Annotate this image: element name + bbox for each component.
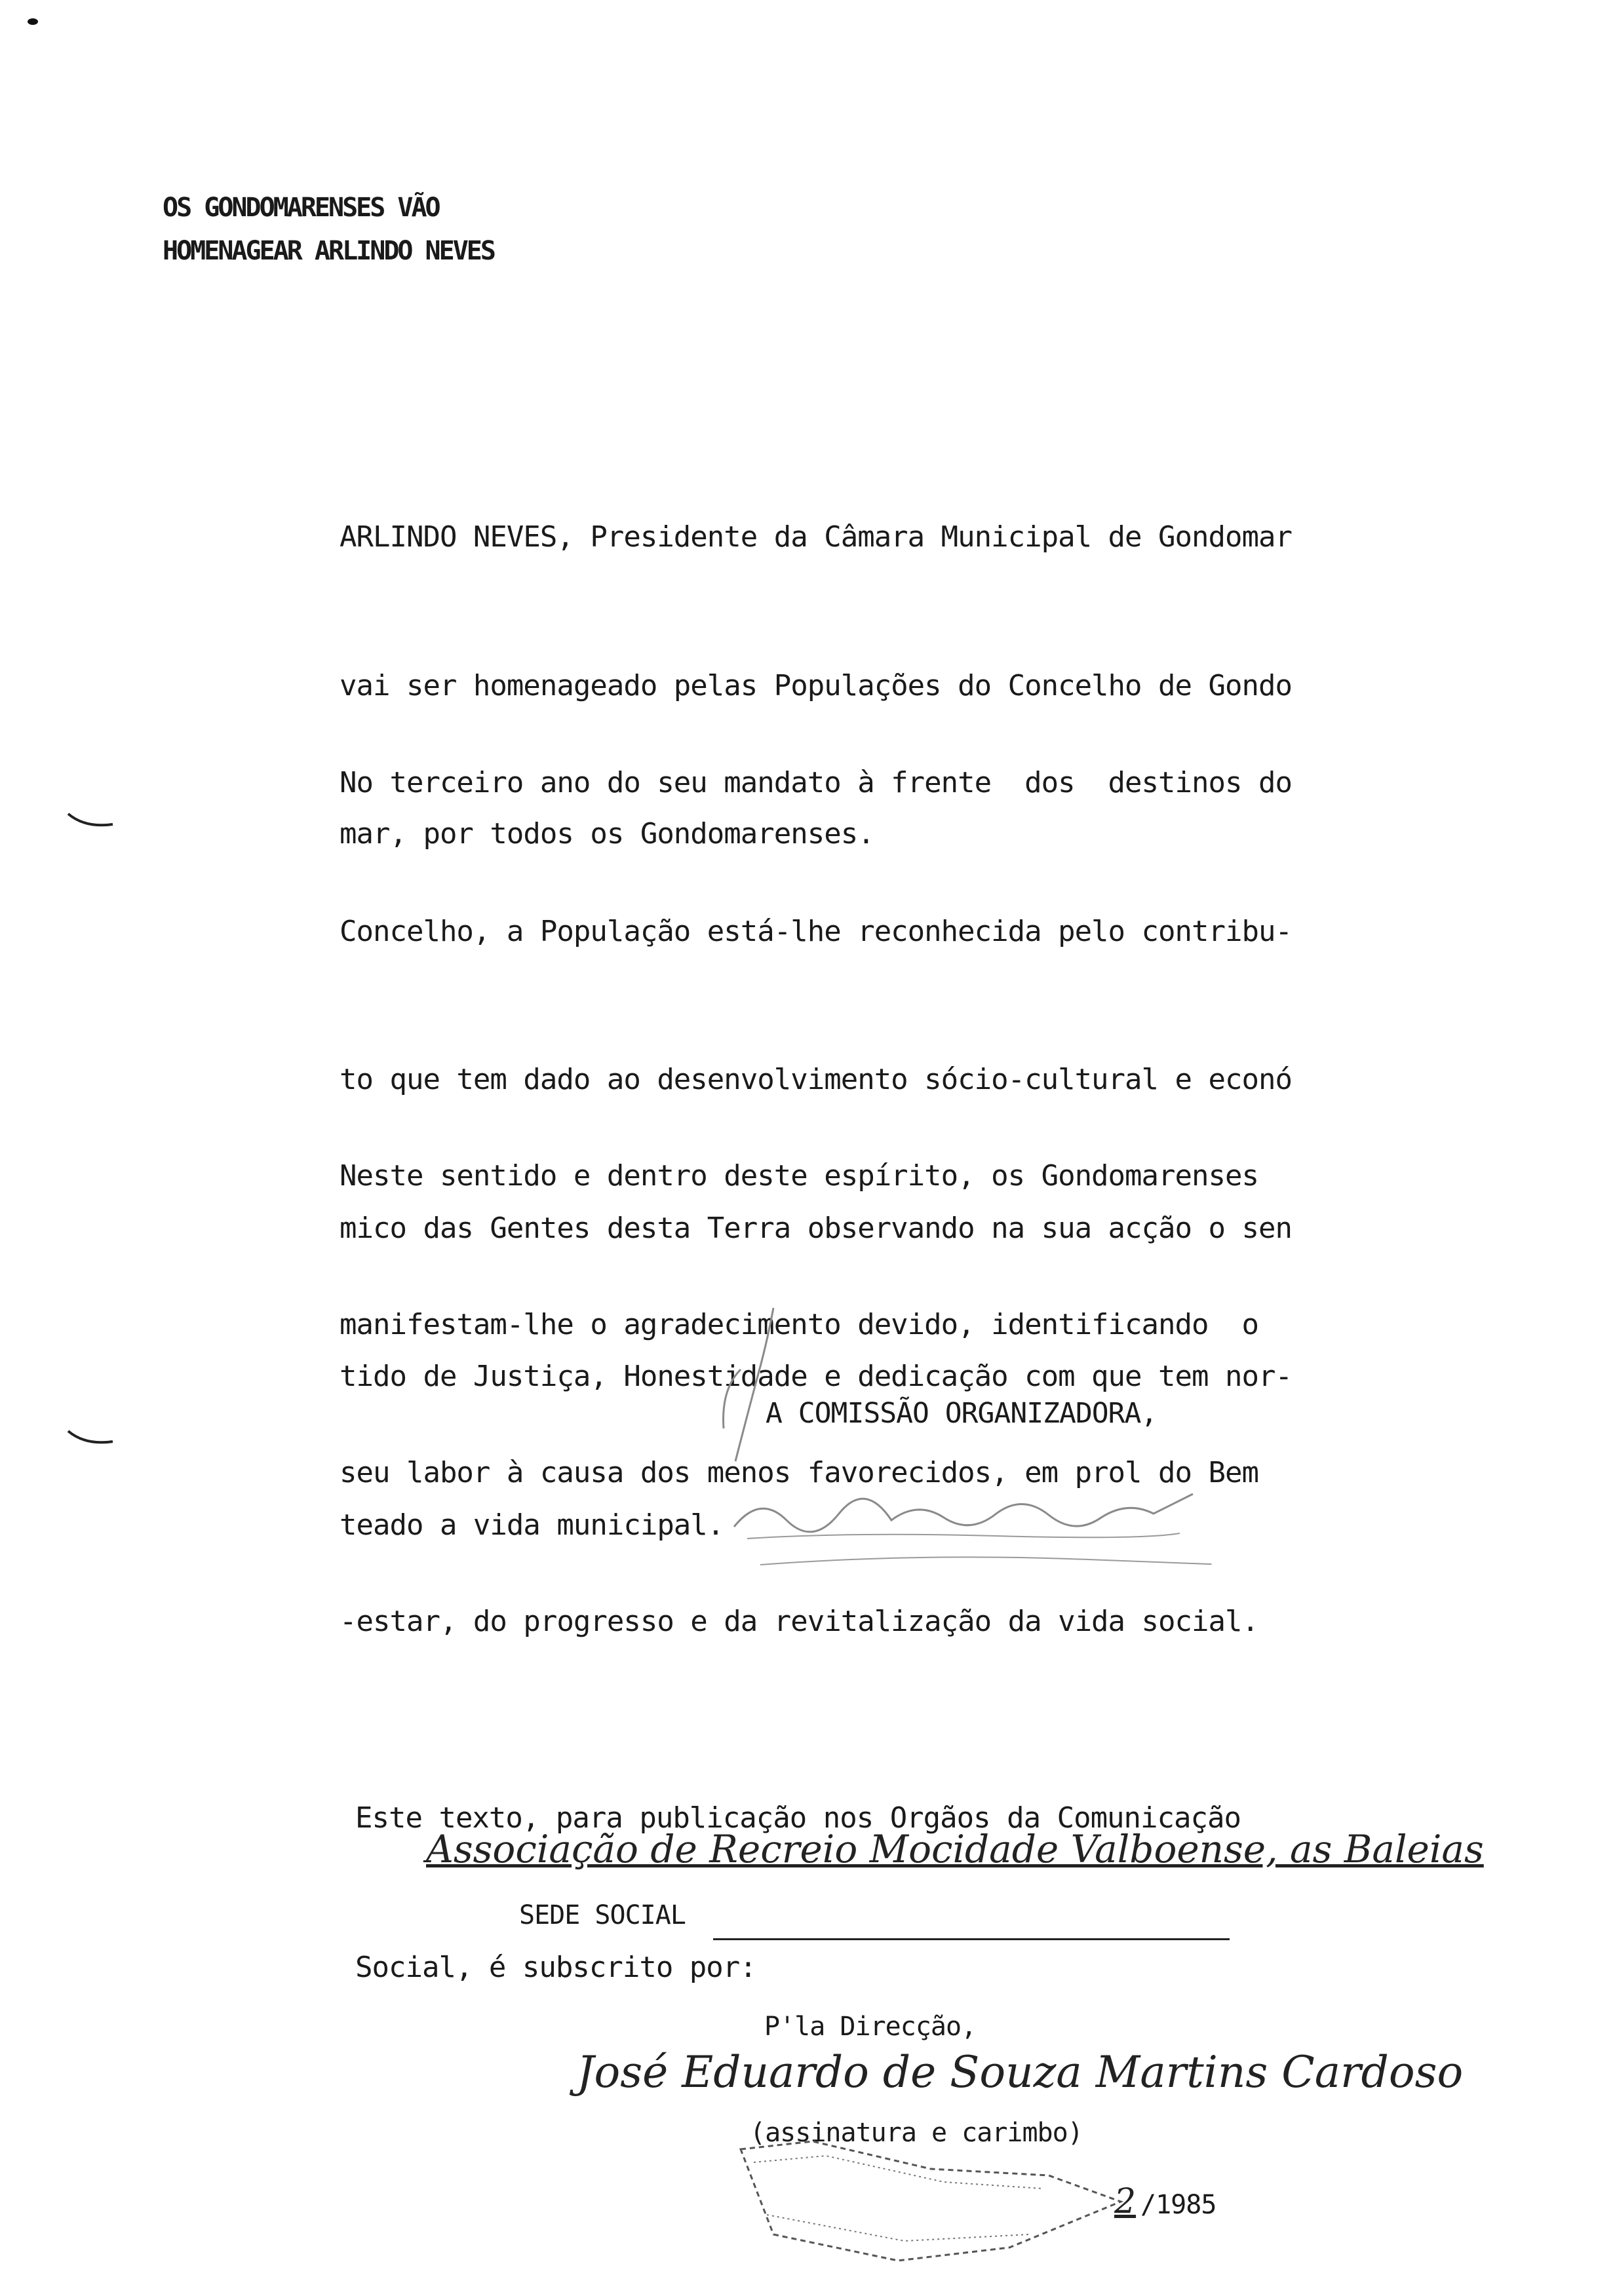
commission-signature [721,1455,1219,1573]
punch-mark-top [26,17,39,26]
paragraph-2-line-3: to que tem dado ao desenvolvimento sócio-cultural e econó [340,1063,1292,1096]
paragraph-3-line-4: -estar, do progresso e da revitalização da vida social. [340,1604,1258,1638]
document-heading [163,186,494,273]
paragraph-2-line-6: teado a vida municipal. [340,1508,724,1542]
director-signature: José Eduardo de Souza Martins Cardoso [577,2047,1464,2097]
sede-social-label: SEDE SOCIAL [519,1900,686,1930]
paragraph-2-line-4: mico das Gentes desta Terra observando na sua acção o sen [340,1211,1292,1245]
sede-social-line [713,1938,1230,1940]
paragraph-2-line-5: tido de Justiça, Honestidade e dedicação com que tem nor- [340,1360,1292,1393]
publication-line-2: Social, é subscrito por: [355,1951,756,1984]
paragraph-3-line-1: Neste sentido e dentro deste espírito, os Gondomarenses [340,1159,1258,1193]
association-handwriting: Associação de Recreio Mocidade Valboense, as Baleias [426,1827,1484,1871]
date-day-handwritten: 2 [1114,2182,1137,2221]
paragraph-2-line-1: No terceiro ano do seu mandato à frente dos destinos do [340,766,1292,799]
pencil-signature-stroke [695,1304,787,1468]
paragraph-3-line-2: manifestam-lhe o agradecimento devido, identificando o [340,1307,1258,1341]
direccao-label: P'la Direcção, [764,2012,977,2042]
punch-mark-middle [66,811,115,831]
punch-mark-lower [66,1428,115,1448]
paragraph-1-line-1: ARLINDO NEVES, Presidente da Câmara Municipal de Gondomar [340,520,1292,554]
paragraph-1-line-2: vai ser homenageado pelas Populações do Concelho de Gondo [340,668,1292,702]
date-year: /1985 [1140,2190,1216,2220]
commission-label: A COMISSÃO ORGANIZADORA, [766,1397,1158,1430]
assinatura-label: (assinatura e carimbo) [750,2118,1083,2148]
heading-line-1: OS GONDOMARENSES VÃO [163,193,439,223]
stamp-seal [734,2136,1127,2267]
paragraph-3-line-3: seu labor à causa dos menos favorecidos, em prol do Bem [340,1456,1258,1489]
paragraph-2-line-2: Concelho, a População está-lhe reconhecida pelo contribu- [340,914,1292,948]
paragraph-1-line-3: mar, por todos os Gondomarenses. [340,817,874,851]
publication-line-1: Este texto, para publicação nos Orgãos da Comunicação [355,1801,1241,1835]
heading-line-2: HOMENAGEAR ARLINDO NEVES [163,236,494,266]
